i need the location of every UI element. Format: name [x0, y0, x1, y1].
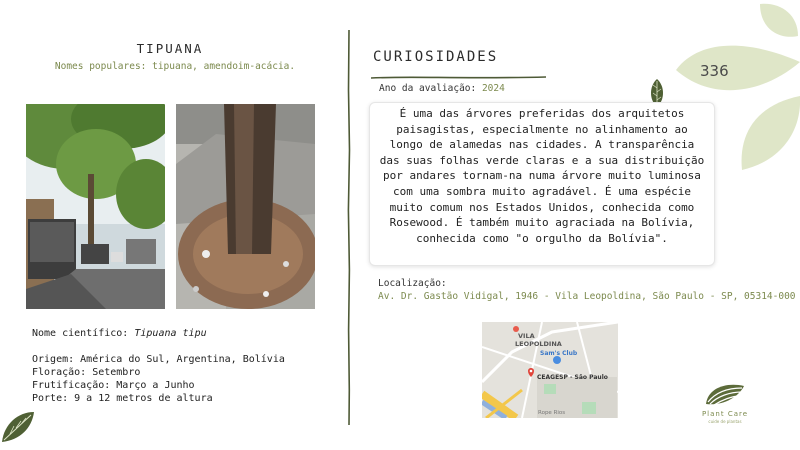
map-label-bottom: Rope Rios: [538, 410, 566, 416]
evaluation-year: [379, 83, 505, 94]
decorative-leaves: [660, 0, 800, 180]
map-label-store: Sam's Club: [540, 350, 578, 357]
flowering: Floração: Setembro: [32, 367, 141, 378]
logo-name: Plant Care: [701, 410, 749, 418]
location-map[interactable]: [482, 322, 618, 418]
plant-title: TIPUANA: [136, 41, 204, 56]
street-trees-photo: [26, 104, 165, 309]
scientific-name-label: Nome científico:: [32, 328, 135, 339]
map-label-leopoldina: LEOPOLDINA: [515, 340, 562, 348]
logo-tagline: cuide de plantas: [708, 419, 742, 424]
scientific-name: Tipuana tipu: [134, 328, 207, 339]
fruiting: Frutificação: Março a Junho: [32, 380, 195, 391]
page-number: 336: [700, 62, 729, 80]
column-divider: [346, 30, 352, 425]
map-label-place: CEAGESP - São Paulo: [537, 374, 608, 381]
evaluation-year-value: 2024: [481, 83, 505, 94]
evaluation-year-label: Ano da avaliação:: [379, 83, 482, 94]
map-label-vila: VILA: [518, 332, 535, 340]
curiosities-title: CURIOSIDADES: [373, 49, 499, 65]
size: Porte: 9 a 12 metros de altura: [32, 393, 213, 404]
origin: Origem: América do Sul, Argentina, Bolívia: [32, 354, 285, 365]
title-underline: [371, 66, 546, 72]
leaf-icon: [0, 410, 36, 444]
tree-trunk-photo: [176, 104, 315, 309]
popular-names: Nomes populares: tipuana, amendoim-acácia.: [54, 61, 296, 72]
scientific-name-line: [32, 328, 207, 339]
curiosities-text: É uma das árvores preferidas dos arquitetos paisagistas, especialmente no alinhamento ao longo de alamedas nas cidades. A transparência das suas folhas verde claras e a sua distribuição por andares tornam-na numa árvore muito luminosa com uma sombra muito agradável. É uma espécie muito comum nos Estados Unidos, conhecida como Rosewood. É também muito agraciada na Bolívia, conhecida como "o orgulho da Bolívia".: [379, 107, 705, 245]
location-label: Localização:: [378, 278, 447, 289]
location-address[interactable]: Av. Dr. Gastão Vidigal, 1946 - Vila Leopoldina, São Paulo - SP, 05314-000: [378, 291, 796, 302]
